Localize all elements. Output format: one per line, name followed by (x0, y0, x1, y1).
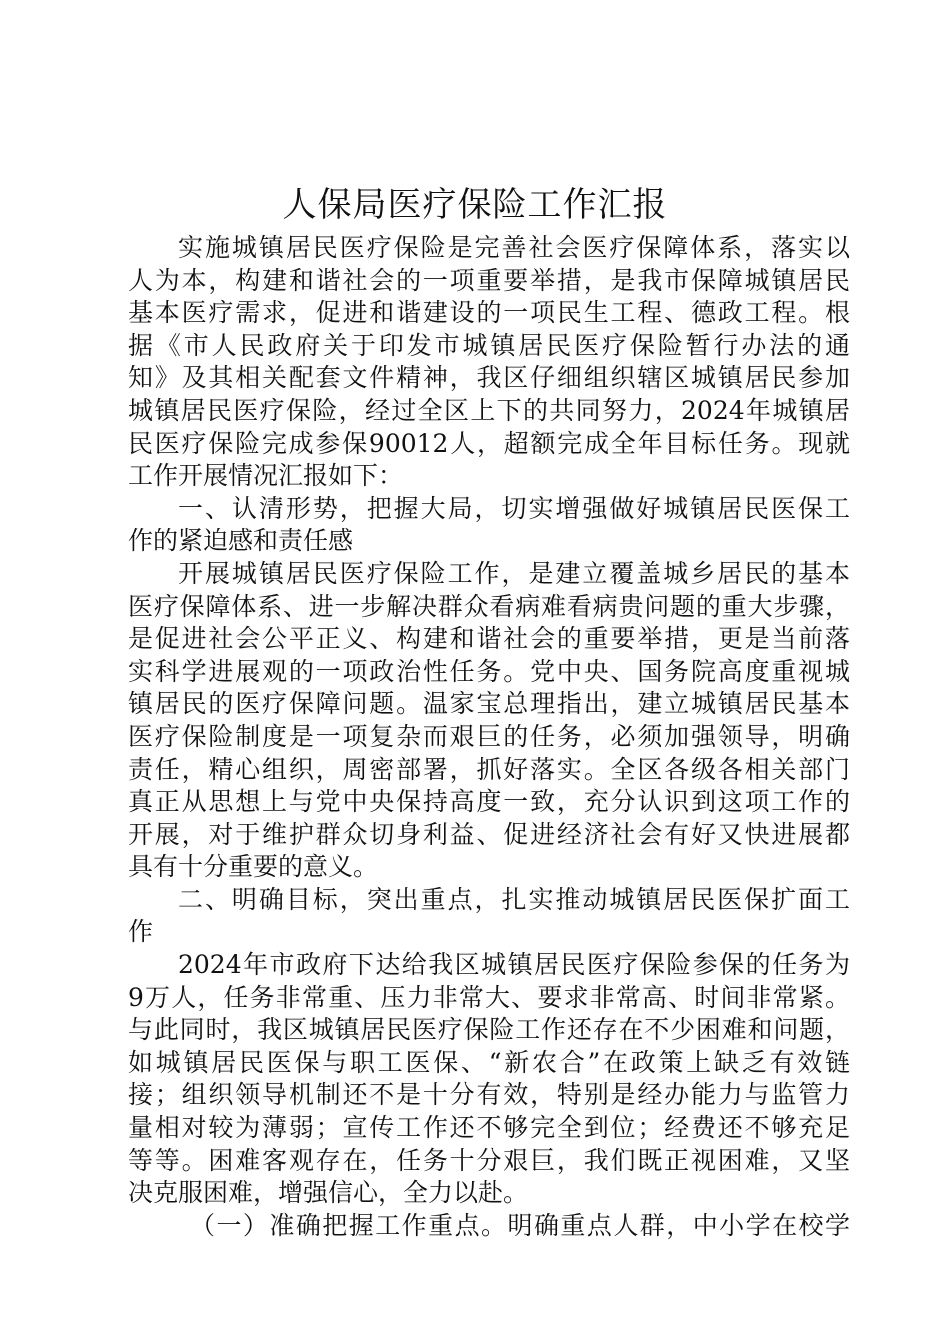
text-line: 量相对较为薄弱；宣传工作还不够完全到位；经费还不够充足 (128, 1113, 850, 1143)
document-title: 人保局医疗保险工作汇报 (282, 185, 668, 225)
text-line: 决克服困难，增强信心，全力以赴。 (128, 1178, 529, 1208)
body-paragraph (128, 558, 850, 884)
text-line: 如城镇居民医保与职工医保、“新农合”在政策上缺乏有效链 (128, 1047, 850, 1077)
text-line: 与此同时，我区城镇居民医疗保险工作还存在不少困难和问题， (128, 1015, 850, 1045)
text-line: 民医疗保险完成参保90012人，超额完成全年目标任务。现就 (128, 428, 850, 458)
body-paragraph (128, 232, 850, 493)
document-body (128, 232, 850, 1242)
section-heading (128, 884, 850, 949)
subsection-heading (128, 1210, 850, 1243)
text-line: 一、认清形势，把握大局，切实增强做好城镇居民医保工 (178, 493, 850, 523)
text-line: 实施城镇居民医疗保险是完善社会医疗保障体系，落实以 (178, 233, 850, 262)
text-line: 城镇居民医疗保险，经过全区上下的共同努力，2024年城镇居 (128, 395, 850, 425)
text-line: 2024年市政府下达给我区城镇居民医疗保险参保的任务为 (178, 950, 850, 980)
text-line: 镇居民的医疗保障问题。温家宝总理指出，建立城镇居民基本 (128, 689, 850, 719)
text-line: （一）准确把握工作重点。明确重点人群，中小学在校学 (190, 1210, 850, 1240)
text-line: 具有十分重要的意义。 (128, 852, 379, 882)
text-line: 实科学进展观的一项政治性任务。党中央、国务院高度重视城 (128, 656, 850, 686)
text-line: 责任，精心组织，周密部署，抓好落实。全区各级各相关部门 (128, 754, 850, 784)
text-line: 开展，对于维护群众切身利益、促进经济社会有好又快进展都 (128, 819, 850, 849)
text-line: 医疗保障体系、进一步解决群众看病难看病贵问题的重大步骤， (128, 591, 850, 621)
text-line: 是促进社会公平正义、构建和谐社会的重要举措，更是当前落 (128, 624, 850, 654)
text-line: 作的紧迫感和责任感 (128, 526, 354, 556)
text-line: 等等。困难客观存在，任务十分艰巨，我们既正视困难，又坚 (128, 1145, 850, 1175)
text-line: 人为本，构建和谐社会的一项重要举措，是我市保障城镇居民 (128, 265, 850, 295)
text-line: 作 (128, 917, 154, 947)
text-line: 二、明确目标，突出重点，扎实推动城镇居民医保扩面工 (178, 884, 850, 914)
text-line: 真正从思想上与党中央保持高度一致，充分认识到这项工作的 (128, 787, 850, 817)
text-line: 工作开展情况汇报如下： (128, 461, 404, 491)
text-line: 9万人，任务非常重、压力非常大、要求非常高、时间非常紧。 (128, 982, 850, 1012)
text-line: 接；组织领导机制还不是十分有效，特别是经办能力与监管力 (128, 1080, 850, 1110)
text-line: 医疗保险制度是一项复杂而艰巨的任务，必须加强领导，明确 (128, 721, 850, 751)
text-line: 基本医疗需求，促进和谐建设的一项民生工程、德政工程。根 (128, 298, 850, 328)
text-line: 知》及其相关配套文件精神，我区仔细组织辖区城镇居民参加 (128, 363, 850, 393)
body-paragraph (128, 949, 850, 1210)
text-line: 开展城镇居民医疗保险工作，是建立覆盖城乡居民的基本 (178, 558, 850, 588)
text-line: 据《市人民政府关于印发市城镇居民医疗保险暂行办法的通 (128, 330, 850, 360)
section-heading (128, 493, 850, 558)
